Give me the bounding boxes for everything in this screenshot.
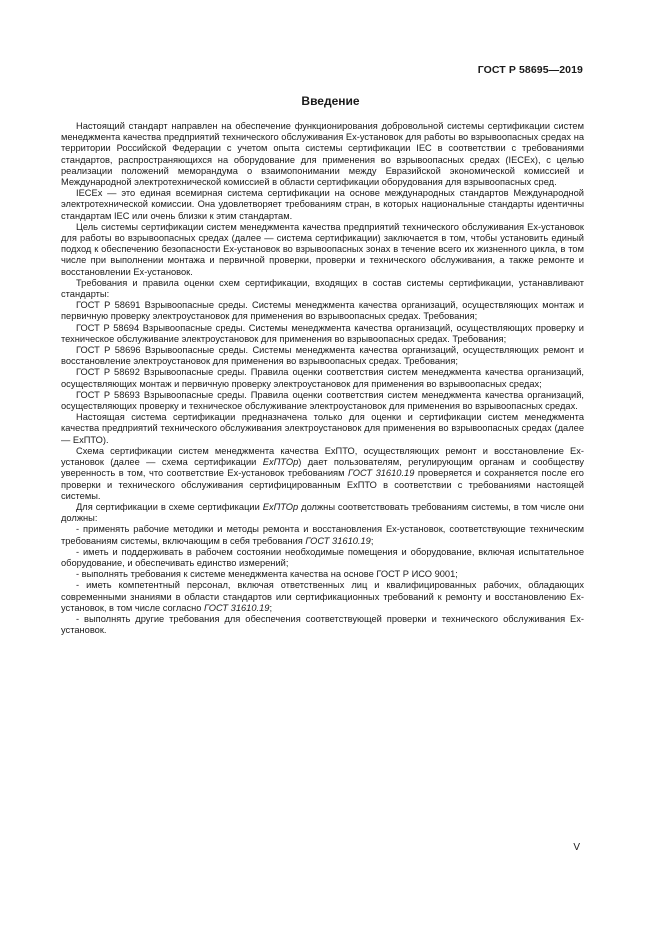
paragraph: Требования и правила оценки схем сертификации, входящих в состав системы сертификации, устанавливают стандарты: — [61, 277, 584, 300]
section-title: Введение — [301, 94, 360, 108]
paragraph: Настоящий стандарт направлен на обеспечение функционирования добровольной системы сертификации систем менеджмента качества предприятий технического обслуживания Ex-установок для работы во взрывоопасных средах на территории Российской Федерации с учетом опыта системы сертификации IEC в соответствии с требованиями стандартов, распространяющихся на оборудование для применения во взрывоопасных средах (IECEx), с целью реализации положений меморандума о взаимопонимании между Евразийской экономической комиссией и Международной электротехнической комиссией в области сертификации оборудования для взрывоопасных сред. — [61, 121, 584, 188]
paragraph: IECEx — это единая всемирная система сертификации на основе международных стандартов Международной электротехнической комиссии. Она удовлетворяет требованиям стран, в которых национальные стандарты идентичны стандартам IEC или очень близки к этим стандартам. — [61, 188, 584, 221]
standard-reference: ГОСТ Р 58693 Взрывоопасные среды. Правила оценки соответствия систем менеджмента качества организаций, осуществляющих проверку и техническое обслуживание электроустановок для применения во взрывоопасных средах. — [61, 389, 584, 412]
standard-reference: ГОСТ Р 58692 Взрывоопасные среды. Правила оценки соответствия систем менеджмента качества организаций, осуществляющих монтаж и первичную проверку электроустановок для применения во взрывоопасных средах; — [61, 367, 584, 389]
page-number: V — [573, 842, 580, 853]
scheme-paragraph: Схема сертификации систем менеджмента качества ExПТО, осуществляющих ремонт и восстановление Ex-установок (далее — схема сертификации ExПТОр) дает пользователям, регулирующим органам и сообществу уверенность в том, что соответствие Ex-установок требованиям ГОСТ 31610.19 проверяется и сохраняется после его проверки и технического обслуживания сертифицированным ExПТО в соответствии с требованиями настоящей системы. — [61, 445, 584, 501]
paragraph: Цель системы сертификации систем менеджмента качества предприятий технического обслуживания Ex-установок для работы во взрывоопасных средах (далее — система сертификации) заключается в том, чтобы установить единый подход к обеспечению безопасности Ex-установок во взрывоопасных зонах в течение всего их жизненного цикла, в том числе при выполнении монтажа и первичной проверки, проверки и технического обслуживания, а также ремонте и восстановлении Ex-установок. — [61, 221, 584, 277]
paragraph: Настоящая система сертификации предназначена только для оценки и сертификации систем менеджмента качества предприятий технического обслуживания электроустановок для применения во взрывоопасных средах (далее — ExПТО). — [61, 412, 584, 445]
doc-code-header: ГОСТ Р 58695—2019 — [477, 64, 583, 76]
body-text — [61, 121, 584, 636]
standard-reference: ГОСТ Р 58696 Взрывоопасные среды. Системы менеджмента качества организаций, осуществляющих ремонт и восстановление электроустановок для применения во взрывоопасных средах. Требования; — [61, 345, 584, 367]
list-item: - иметь и поддерживать в рабочем состоянии необходимые помещения и оборудование, включая испытательное оборудование, и обеспечивать единство измерений; — [61, 546, 584, 568]
list-item: - выполнять требования к системе менеджмента качества на основе ГОСТ Р ИСО 9001; — [76, 569, 458, 580]
list-item: - применять рабочие методики и методы ремонта и восстановления Ex-установок, соответствующие техническим требованиям системы, включающим в себя требования ГОСТ 31610.19; — [61, 524, 584, 546]
standard-reference: ГОСТ Р 58694 Взрывоопасные среды. Системы менеджмента качества организаций, осуществляющих проверку и техническое обслуживание электроустановок для применения во взрывоопасных средах. Требования; — [61, 322, 584, 344]
list-item: - иметь компетентный персонал, включая ответственных лиц и квалифицированных рабочих, обладающих современными знаниями в области стандартов или сертификационных требований к ремонту и восстановлению Ex-установок, в том числе согласно ГОСТ 31610.19; — [61, 580, 584, 613]
list-item: - выполнять другие требования для обеспечения соответствующей проверки и технического обслуживания Ex-установок. — [61, 613, 584, 636]
standard-reference: ГОСТ Р 58691 Взрывоопасные среды. Системы менеджмента качества организаций, осуществляющих монтаж и первичную проверку электроустановок для применения во взрывоопасных средах. Требования; — [61, 300, 584, 322]
requirements-intro: Для сертификации в схеме сертификации ExПТОр должны соответствовать требованиям системы, в том числе они должны: — [61, 501, 584, 524]
